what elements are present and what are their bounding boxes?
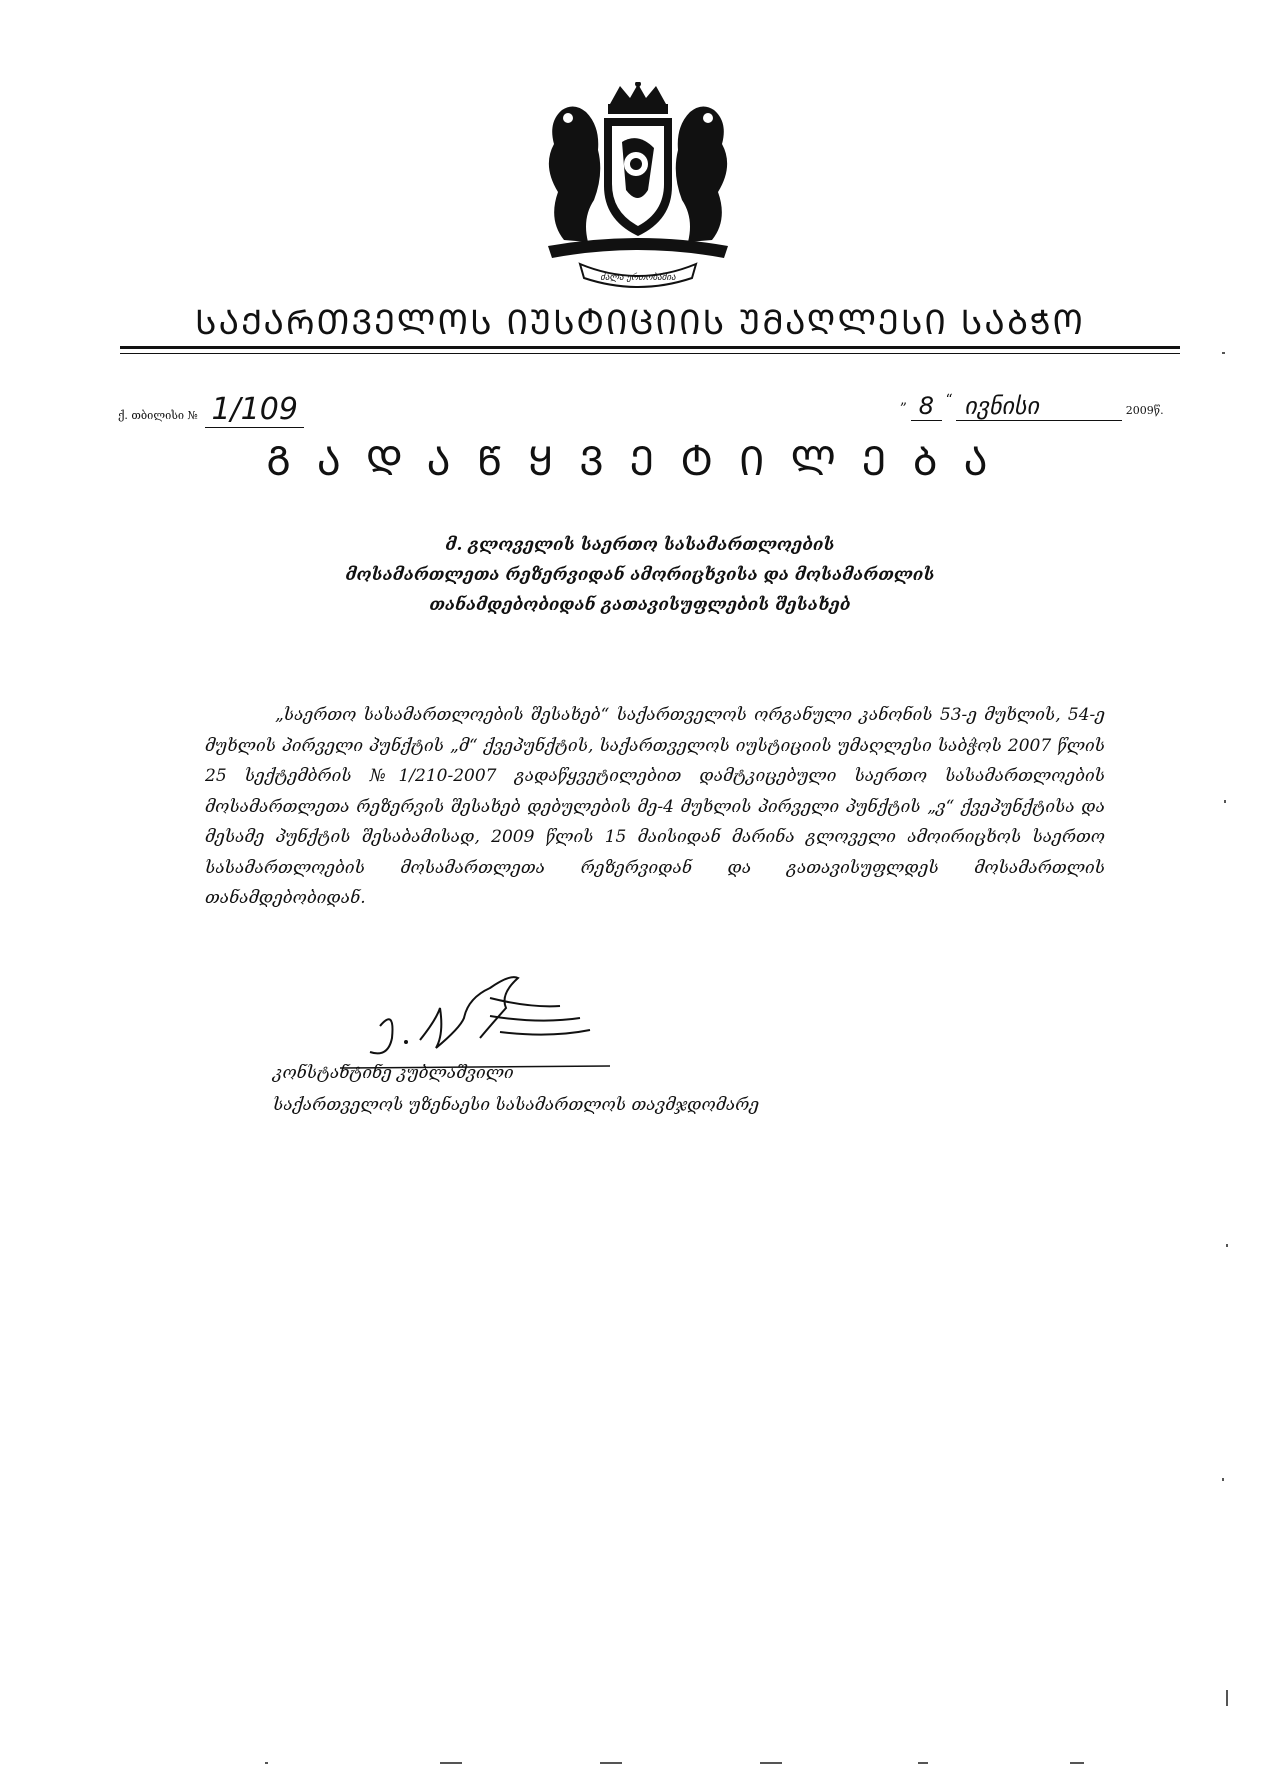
scan-speck	[1226, 1690, 1228, 1706]
header-rule-thick	[120, 346, 1180, 349]
decision-body: „საერთო სასამართლოების შესახებ“ საქართველოს ორგანული კანონის 53-ე მუხლის, 54-ე მუხლის პირველი პუნქტის „მ“ ქვეპუნქტის, საქართველოს იუსტიციის უმაღლესი საბჭოს 2007 წლის 25 სექტემბრის №1/210-2007 გადაწყვეტილებით დამტკიცებული საერთო სასამართლოების მოსამართლეთა რეზერვის შესახებ დებულების მე-4 მუხლის პირველი პუნქტის „ვ“ ქვეპუნქტისა და მესამე პუნქტის შესაბამისად, 2009 წლის 15 მაისიდან მარინა გლოველი ამოირიცხოს საერთო სასამართლოების მოსამართლეთა რეზერვიდან და გათავისუფლდეს მოსამართლის თანამდებობიდან.	[205, 705, 1105, 908]
scan-speck	[440, 1762, 462, 1764]
signer-title: საქართველოს უზენაესი სასამართლოს თავმჯდომარე	[273, 1095, 760, 1115]
signer-name: კონსტანტინე კუბლაშვილი	[273, 1063, 514, 1083]
scan-speck	[600, 1762, 622, 1764]
handwritten-signature	[340, 968, 640, 1078]
number-value: 1/109	[205, 392, 303, 428]
date-quote-close: “	[945, 392, 953, 408]
document-subject	[230, 530, 1050, 620]
scan-speck	[1222, 1478, 1224, 1481]
scan-speck	[1224, 800, 1226, 803]
date-year: 2009წ.	[1125, 404, 1164, 417]
scan-speck	[918, 1762, 928, 1764]
scan-speck	[1070, 1762, 1084, 1764]
date-day: 8	[911, 392, 942, 421]
council-header-title: ᲡᲐᲥᲐᲠᲗᲕᲔᲚᲝᲡ ᲘᲣᲡᲢᲘᲪᲘᲘᲡ ᲣᲛᲐᲦᲚᲔᲡᲘ ᲡᲐᲑᲭᲝ	[195, 303, 1085, 343]
scan-speck	[1222, 352, 1225, 354]
header-rule-thin	[120, 353, 1180, 354]
number-label: ქ. თბილისი №	[118, 409, 198, 422]
svg-text:ძალა ერთობაშია: ძალა ერთობაშია	[600, 273, 676, 283]
scan-speck	[1226, 1244, 1228, 1247]
document-number	[118, 392, 304, 428]
scan-speck	[760, 1762, 782, 1764]
date-quote-open: „	[900, 392, 908, 408]
subject-line-3: თანამდებობიდან გათავისუფლების შესახებ	[429, 595, 851, 615]
document-type-heading: ᲒᲐᲓᲐᲬᲧᲕᲔᲢᲘᲚᲔᲑᲐ	[266, 439, 1014, 485]
date-month: ივნისი	[956, 392, 1122, 421]
subject-line-2: მოსამართლეთა რეზერვიდან ამორიცხვისა და მოსამართლის	[345, 565, 935, 585]
document-date	[900, 392, 1164, 421]
georgia-coat-of-arms-icon	[528, 82, 748, 292]
scan-speck	[265, 1762, 268, 1764]
subject-line-1: მ. გლოველის საერთო სასამართლოების	[445, 535, 835, 555]
